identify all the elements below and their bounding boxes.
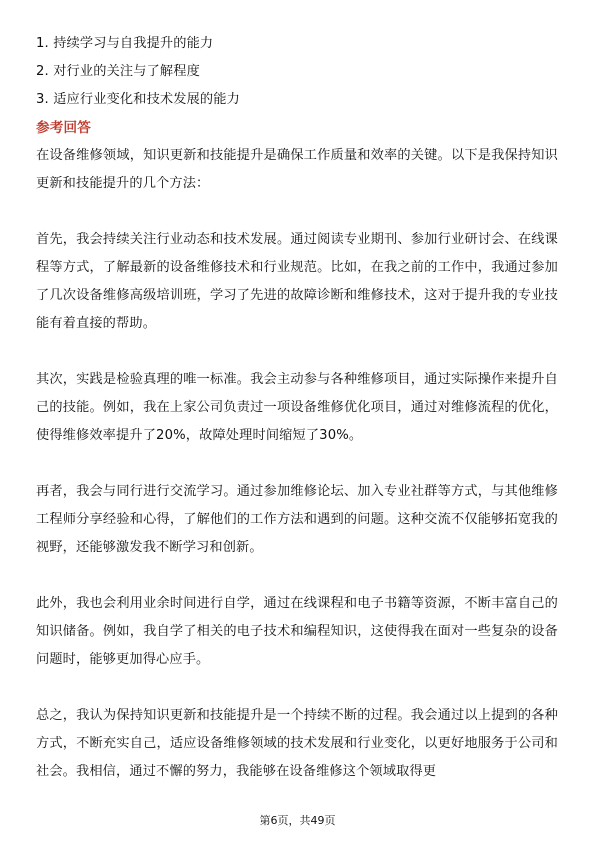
paragraph-fourth: 此外，我也会利用业余时间进行自学，通过在线课程和电子书籍等资源，不断丰富自己的知识储备。例如，我自学了相关的电子技术和编程知识，这使得我在面对一些复杂的设备问题时，能够更加得心应手。: [36, 596, 558, 667]
page-content: [36, 30, 558, 786]
page-number-footer: 第6页，共49页: [259, 814, 336, 827]
section-heading: 参考回答: [36, 120, 91, 136]
paragraph-third: 再者，我会与同行进行交流学习。通过参加维修论坛、加入专业社群等方式，与其他维修工程师分享经验和心得，了解他们的工作方法和遇到的问题。这种交流不仅能够拓宽我的视野，还能够激发我不断学习和创新。: [36, 484, 558, 555]
paragraph-first: 首先，我会持续关注行业动态和技术发展。通过阅读专业期刊、参加行业研讨会、在线课程等方式，了解最新的设备维修技术和行业规范。比如，在我之前的工作中，我通过参加了几次设备维修高级培训班，学习了先进的故障诊断和维修技术，这对于提升我的专业技能有着直接的帮助。: [36, 232, 558, 331]
paragraph-conclusion: 总之，我认为保持知识更新和技能提升是一个持续不断的过程。我会通过以上提到的各种方式，不断充实自己，适应设备维修领域的技术发展和行业变化，以更好地服务于公司和社会。我相信，通过不懈的努力，我能够在设备维修这个领域取得更: [36, 708, 558, 779]
list-item-3: 3. 适应行业变化和技术发展的能力: [36, 92, 240, 107]
list-item-2: 2. 对行业的关注与了解程度: [36, 64, 200, 79]
paragraph-second: 其次，实践是检验真理的唯一标准。我会主动参与各种维修项目，通过实际操作来提升自己的技能。例如，我在上家公司负责过一项设备维修优化项目，通过对维修流程的优化，使得维修效率提升了20%，故障处理时间缩短了30%。: [36, 372, 558, 443]
list-item-1: 1. 持续学习与自我提升的能力: [36, 36, 214, 51]
paragraph-intro: 在设备维修领域，知识更新和技能提升是确保工作质量和效率的关键。以下是我保持知识更新和技能提升的几个方法：: [36, 148, 558, 191]
